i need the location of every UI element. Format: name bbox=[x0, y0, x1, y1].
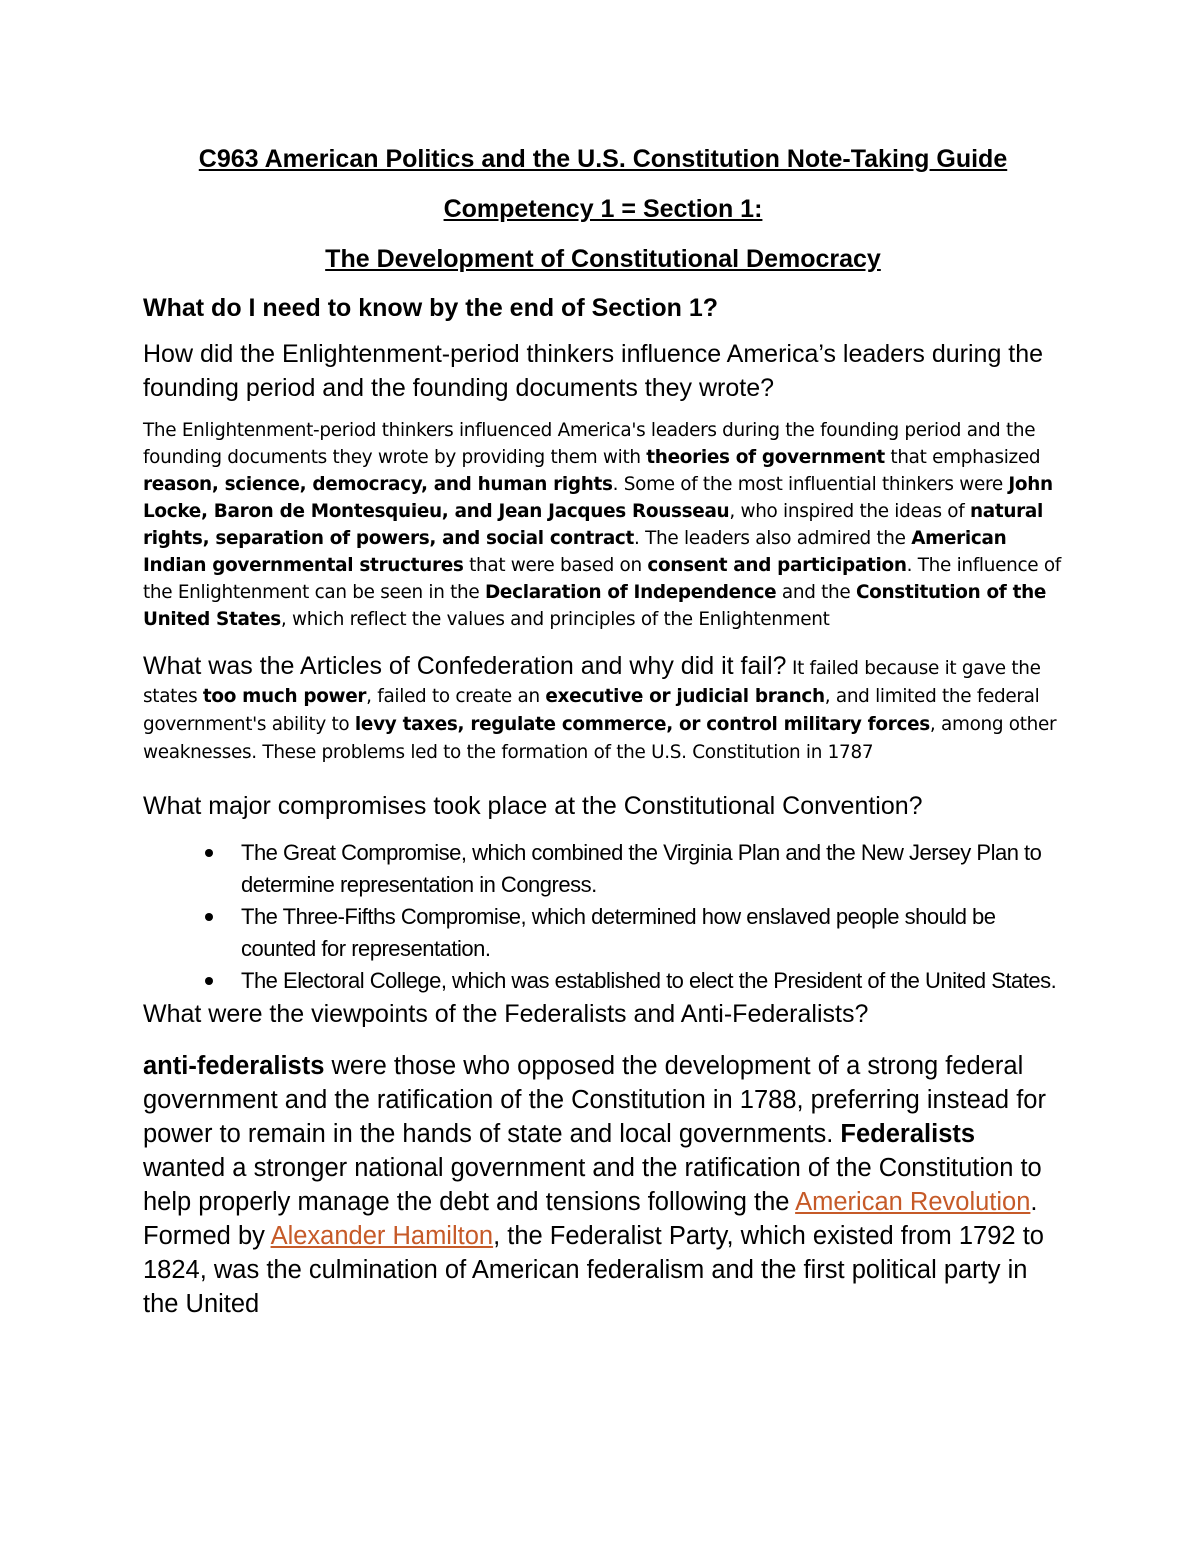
answer-articles: It failed because it gave the states too much power, failed to create an executive or judicial branch, and limited the federal government's ability to levy taxes, regulate commerce, or control military forces, among other weaknesses. These problems led to the formation of the U.S. Constitution in 1787 bbox=[143, 658, 1057, 763]
answer-enlightenment: The Enlightenment-period thinkers influenced America's leaders during the founding period and the founding documents they wrote by providing them with theories of government that emphasized reason, science, democracy, and human rights. Some of the most influential thinkers were John Locke, Baron de Montesquieu, and Jean Jacques Rousseau, who inspired the ideas of natural rights, separation of powers, and social contract. The leaders also admired the American Indian governmental structures that were based on consent and participation. The influence of the Enlightenment can be seen in the Declaration of Independence and the Constitution of the United States, which reflect the values and principles of the Enlightenment bbox=[143, 420, 1061, 630]
list-item: The Three-Fifths Compromise, which determined how enslaved people should be counted for representation. bbox=[241, 901, 1063, 965]
question-enlightenment: How did the Enlightenment-period thinkers influence America’s leaders during the founding period and the founding documents they wrote? bbox=[143, 340, 1044, 402]
section-heading: The Development of Constitutional Democracy bbox=[325, 245, 881, 273]
know-heading: What do I need to know by the end of Section 1? bbox=[143, 294, 719, 322]
list-item: The Great Compromise, which combined the Virginia Plan and the New Jersey Plan to determine representation in Congress. bbox=[241, 837, 1063, 901]
articles-paragraph bbox=[143, 649, 1063, 767]
bullet-icon bbox=[205, 977, 213, 985]
document-title: C963 American Politics and the U.S. Constitution Note-Taking Guide bbox=[198, 145, 1008, 173]
alexander-hamilton-link[interactable]: Alexander Hamilton bbox=[270, 1222, 494, 1250]
compromises-list bbox=[143, 837, 1063, 997]
answer-federalists: anti-federalists were those who opposed the development of a strong federal government and the ratification of the Constitution in 1788, preferring instead for power to remain in the hands of state and local governments. Federalists wanted a stronger national government and the ratification of the Constitution to help properly manage the debt and tensions following the American Revolution. Formed by Alexander Hamilton, the Federalist Party, which existed from 1792 to 1824, was the culmination of American federalism and the first political party in the United bbox=[143, 1052, 1046, 1318]
bullet-icon bbox=[205, 849, 213, 857]
bullet-icon bbox=[205, 913, 213, 921]
document-page bbox=[143, 138, 1063, 1321]
question-federalists: What were the viewpoints of the Federalists and Anti-Federalists? bbox=[143, 1000, 869, 1028]
competency-heading: Competency 1 = Section 1: bbox=[443, 195, 763, 223]
list-item: The Electoral College, which was established to elect the President of the United States. bbox=[241, 965, 1063, 997]
american-revolution-link[interactable]: American Revolution bbox=[795, 1188, 1031, 1216]
question-compromises: What major compromises took place at the Constitutional Convention? bbox=[143, 792, 923, 820]
question-articles: What was the Articles of Confederation and why did it fail? bbox=[143, 652, 787, 680]
